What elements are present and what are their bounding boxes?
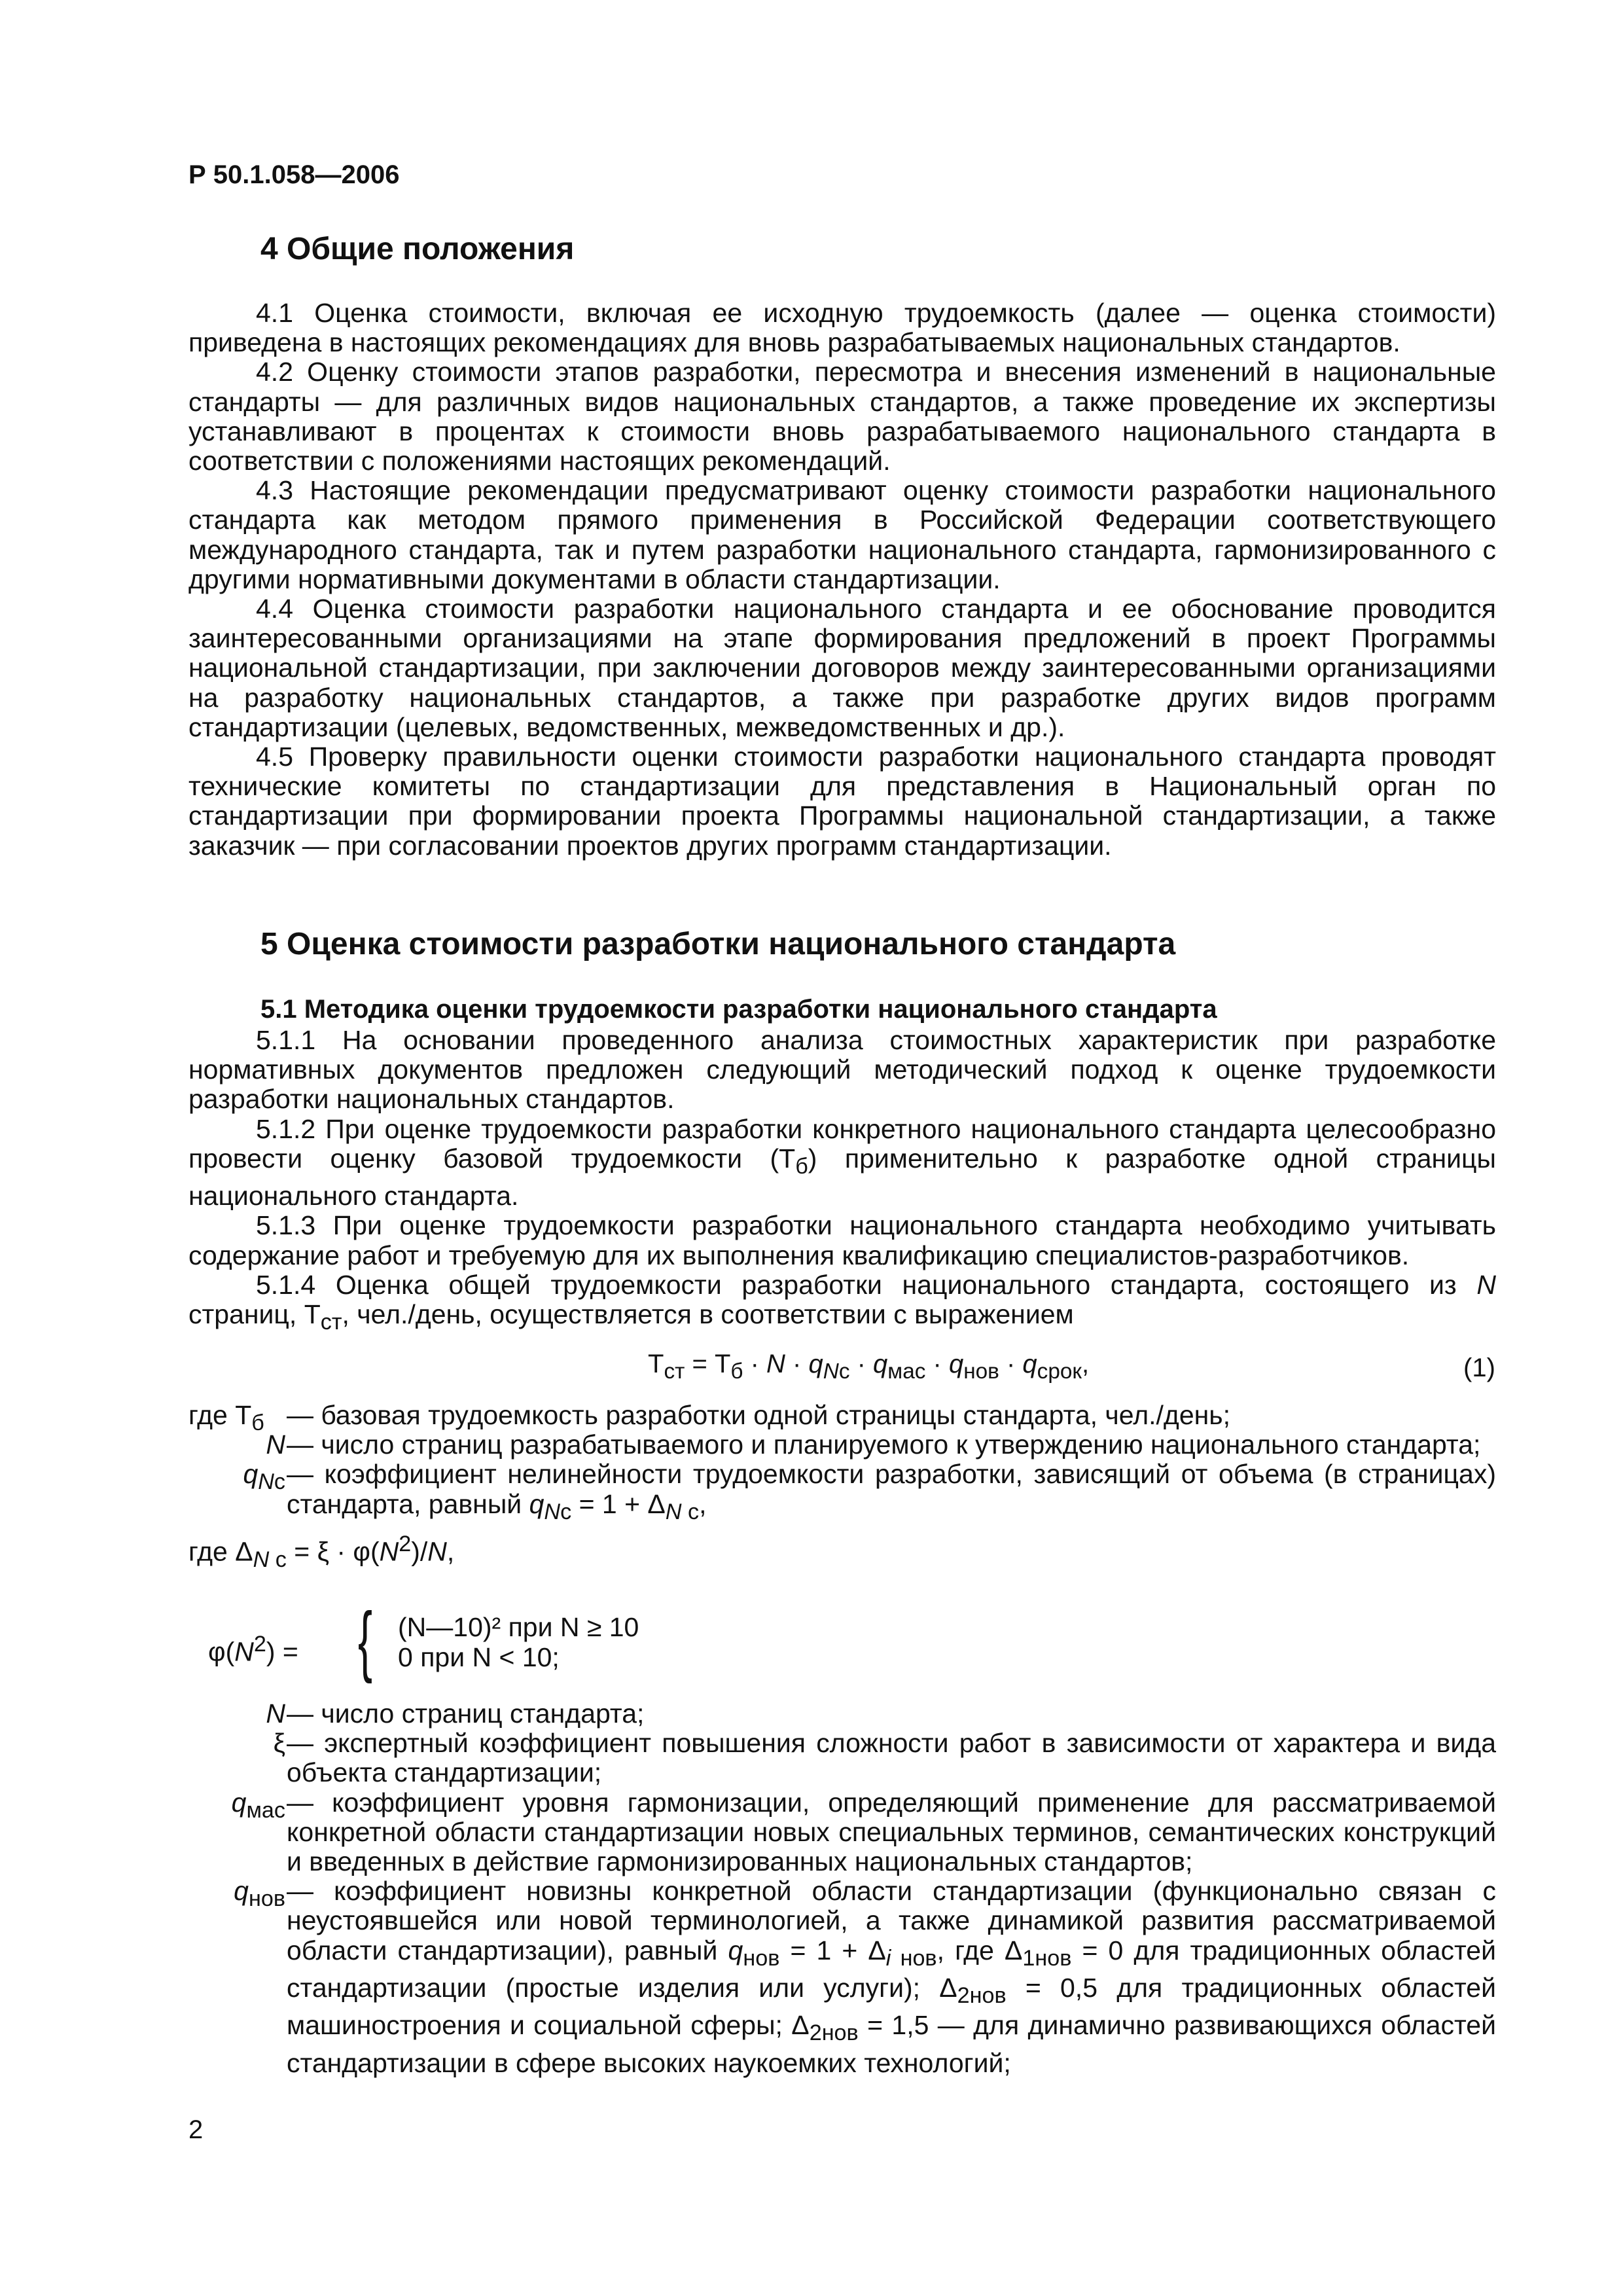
paragraph-4-1: 4.1 Оценка стоимости, включая ее исходную трудоемкость (далее — оценка стоимости) приведена в настоящих рекомендациях для вновь разрабатываемых национальных стандартов. xyxy=(188,298,1496,358)
section-4-body xyxy=(188,298,1496,861)
definition-qmac-text: — коэффициент уровня гармонизации, определяющий применение для рассматриваемой конкретной области стандартизации новых специальных терминов, семантических конструкций и введенных в действие гармонизированных национальных стандартов; xyxy=(287,1787,1496,1877)
page-number: 2 xyxy=(188,2115,204,2144)
paragraph-5-1-4: 5.1.4 Оценка общей трудоемкости разработки национального стандарта, состоящего из N страниц, $Т_{ст}$, чел./день, осуществляется в соответствии с выражением xyxy=(188,1269,1496,1335)
definition-N-pages: N — число страниц стандарта; xyxy=(188,1699,1496,1729)
paragraph-5-1-4-part-a: 5.1.4 Оценка общей трудоемкости разработки национального стандарта, состоящего из xyxy=(256,1269,1457,1300)
definition-qNc-text: — коэффициент нелинейности трудоемкости разработки, зависящий от объема (в страницах) стандарта, равный xyxy=(287,1459,1496,1519)
paragraph-5-1-2-part-b: ) применительно к разработке одной страницы национального стандарта. xyxy=(188,1143,1496,1211)
phi-case-2: 0 при N < 10; xyxy=(398,1642,560,1673)
definition-N: N — число страниц разрабатываемого и планируемого к утверждению национального стандарта; xyxy=(188,1430,1496,1460)
section-5-body xyxy=(188,1026,1496,1337)
phi-case-1: (N—10)² при N ≥ 10 xyxy=(398,1612,639,1643)
definition-qnov-text-a: — коэффициент новизны конкретной области стандартизации (функционально связан с неустоявшейся или новой терминологией, а также динамикой развития рассматриваемой области стандартизации), равный xyxy=(287,1876,1496,1965)
paragraph-4-4: 4.4 Оценка стоимости разработки национального стандарта и ее обоснование проводится заинтересованными организациями на этапе формирования предложений в проект Программы национальной стандартизации, при заключении договоров между заинтересованными организациями на разработку национальных стандартов, а также при разработке других видов программ стандартизации (целевых, ведомственных, межведомственных и др.). xyxy=(188,594,1496,742)
paragraph-5-1-1: 5.1.1 На основании проведенного анализа стоимостных характеристик при разработке нормативных документов предложен следующий методический подход к оценке трудоемкости разработки национальных стандартов. xyxy=(188,1025,1496,1115)
document-code: Р 50.1.058—2006 xyxy=(188,160,400,189)
section-5-title: 5 Оценка стоимости разработки национального стандарта xyxy=(260,927,1176,961)
equation-number: (1) xyxy=(1463,1354,1495,1382)
definition-N-text: — число страниц разрабатываемого и планируемого к утверждению национального стандарта; xyxy=(287,1429,1481,1460)
delta-formula: где $\Delta_{N c} = \xi \cdot \varphi(N^2)/N$, xyxy=(188,1532,455,1572)
definition-qNc: $q_{Nc}$ — коэффициент нелинейности трудоемкости разработки, зависящий от объема (в страницах) стандарта, равный $q_{Nc} = 1 + \Delta_{N c}$, xyxy=(243,1459,1496,1524)
definition-xi-text: — экспертный коэффициент повышения сложности работ в зависимости от характера и вида объекта стандартизации; xyxy=(287,1728,1496,1788)
definitions-list xyxy=(188,1401,1496,2078)
definition-qnov-text-d: — для динамично развивающихся областей стандартизации в сфере высоких наукоемких технологий; xyxy=(287,2010,1497,2078)
section-4-title: 4 Общие положения xyxy=(260,232,575,266)
definition-qnov-text-b: для традиционных областей стандартизации (простые изделия или услуги); xyxy=(287,1935,1496,2003)
definition-qmac: $q_{мас}$ — коэффициент уровня гармонизации, определяющий применение для рассматриваемой конкретной области стандартизации новых специальных терминов, семантических конструкций и введенных в действие гармонизированных национальных стандартов; xyxy=(231,1787,1496,1877)
definition-N-pages-text: — число страниц стандарта; xyxy=(287,1698,645,1729)
definition-qnov: $q_{нов}$ — коэффициент новизны конкретной области стандартизации (функционально связан с неустоявшейся или новой терминологией, а также динамикой развития рассматриваемой области стандартизации), равный $q_{нов} = 1 + \Delta_{i нов}$, где $\Delta_{1нов} = 0$ для традиционных областей стандартизации (простые изделия или услуги); $\Delta_{2нов} = 0,5$ для традиционных областей машиностроения и социальной сферы; $\Delta_{2нов} = 1,5$ — для динамично развивающихся областей стандартизации в сфере высоких наукоемких технологий; xyxy=(234,1876,1497,2078)
paragraph-5-1-2: 5.1.2 При оценке трудоемкости разработки конкретного национального стандарта целесообразно провести оценку базовой трудоемкости $(Т_б)$ применительно к разработке одной страницы национального стандарта. xyxy=(188,1113,1496,1211)
paragraph-5-1-4-part-b: страниц, Т xyxy=(188,1299,321,1330)
subsection-5-1-title: 5.1 Методика оценки трудоемкости разработки национального стандарта xyxy=(260,995,1217,1024)
brace-symbol: { xyxy=(358,1596,373,1685)
paragraph-5-1-3: 5.1.3 При оценке трудоемкости разработки национального стандарта необходимо учитывать содержание работ и требуемую для их выполнения квалификацию специалистов-разработчиков. xyxy=(188,1210,1496,1270)
definition-xi: ξ — экспертный коэффициент повышения сложности работ в зависимости от характера и вида объекта стандартизации; xyxy=(273,1728,1496,1788)
paragraph-5-1-2-part-a: 5.1.2 При оценке трудоемкости разработки конкретного национального стандарта целесообразно провести оценку базовой трудоемкости (Т xyxy=(188,1113,1496,1174)
paragraph-5-1-4-part-c: , чел./день, осуществляется в соответствии с выражением xyxy=(342,1299,1074,1330)
paragraph-4-5: 4.5 Проверку правильности оценки стоимости разработки национального стандарта проводят технические комитеты по стандартизации для представления в Национальный орган по стандартизации при формировании проекта Программы национальной стандартизации, а также заказчик — при согласовании проектов других программ стандартизации. xyxy=(188,742,1496,861)
definition-qnov-text-c: для традиционных областей машиностроения и социальной сферы; xyxy=(287,1973,1496,2041)
where-label: где xyxy=(188,1400,228,1430)
formula-1: $Т_{ст} = Т_б \cdot N \cdot q_{Nc} \cdot q_{мас} \cdot q_{нов} \cdot q_{срок}$, xyxy=(648,1350,1090,1384)
definition-T6: где $Т_б$ — базовая трудоемкость разработки одной страницы стандарта, чел./день; xyxy=(188,1401,1496,1430)
phi-function xyxy=(188,1596,1496,1699)
phi-label: $\varphi(N^2)$ = xyxy=(208,1632,298,1667)
paragraph-4-3: 4.3 Настоящие рекомендации предусматривают оценку стоимости разработки национального стандарта как методом прямого применения в Российской Федерации соответствующего международного стандарта, так и путем разработки национального стандарта, гармонизированного с другими нормативными документами в области стандартизации. xyxy=(188,475,1496,594)
definition-T6-text: — базовая трудоемкость разработки одной страницы стандарта, чел./день; xyxy=(287,1400,1231,1430)
paragraph-4-2: 4.2 Оценку стоимости этапов разработки, пересмотра и внесения изменений в национальные стандарты — для различных видов национальных стандартов, а также проведение их экспертизы устанавливают в процентах к стоимости вновь разрабатываемого национального стандарта в соответствии с положениями настоящих рекомендаций. xyxy=(188,357,1496,476)
